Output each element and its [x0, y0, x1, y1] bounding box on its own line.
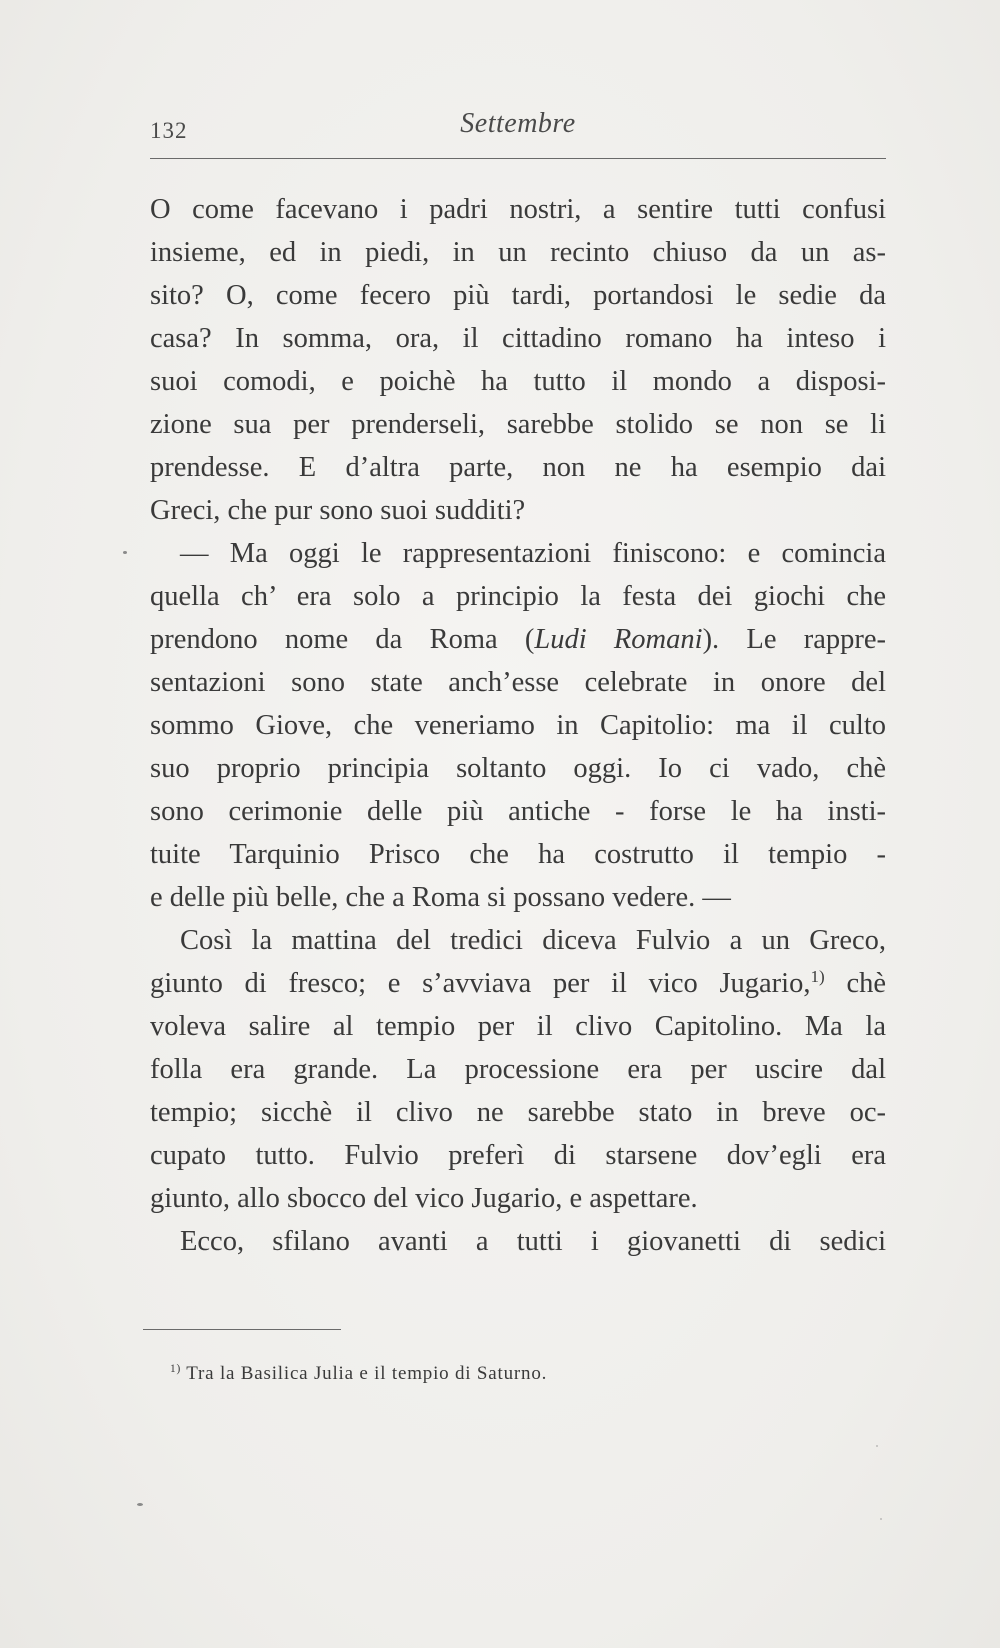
body-line: sono cerimonie delle più antiche - forse le ha insti-: [150, 796, 886, 827]
body-line: casa? In somma, ora, il cittadino romano ha inteso i: [150, 323, 886, 354]
running-title: Settembre: [460, 108, 576, 139]
page-number: 132: [150, 118, 188, 143]
body-line: O come facevano i padri nostri, a sentire tutti confusi: [150, 194, 886, 225]
paper-speck: [880, 1518, 882, 1520]
body-line: tuite Tarquinio Prisco che ha costrutto il tempio -: [150, 839, 886, 870]
body-line: voleva salire al tempio per il clivo Capitolino. Ma la: [150, 1011, 886, 1042]
body-line: giunto, allo sbocco del vico Jugario, e aspettare.: [150, 1183, 698, 1214]
paper-speck: [137, 1503, 143, 1506]
text-segment: giunto di fresco; e s’avviava per il vico Jugario,: [150, 968, 811, 999]
body-line: e delle più belle, che a Roma si possano vedere. —: [150, 882, 731, 913]
body-line-footnote-ref: [150, 966, 886, 999]
body-line: zione sua per prenderseli, sarebbe stolido se non se li: [150, 409, 886, 440]
body-line: Così la mattina del tredici diceva Fulvio a un Greco,: [180, 925, 886, 956]
header-rule: [150, 158, 886, 159]
body-line: Ecco, sfilano avanti a tutti i giovanetti di sedici: [180, 1226, 886, 1257]
footnote-marker: 1): [170, 1363, 182, 1376]
paper-speck: [123, 551, 127, 554]
body-line: sommo Giove, che veneriamo in Capitolio: ma il culto: [150, 710, 886, 741]
body-line: prendesse. E d’altra parte, non ne ha esempio dai: [150, 452, 886, 483]
running-head: [150, 108, 886, 148]
body-line: suo proprio principia soltanto oggi. Io ci vado, chè: [150, 753, 886, 784]
body-line: Greci, che pur sono suoi sudditi?: [150, 495, 526, 526]
body-line: tempio; sicchè il clivo ne sarebbe stato in breve oc-: [150, 1097, 886, 1128]
body-line: suoi comodi, e poichè ha tutto il mondo a disposi-: [150, 366, 886, 397]
italic-phrase: Ludi Romani: [534, 624, 703, 655]
body-line: sentazioni sono state anch’esse celebrate in onore del: [150, 667, 886, 698]
footnote-rule: [143, 1329, 341, 1330]
body-line-ludi-romani: [150, 626, 886, 655]
footnote-text: Tra la Basilica Julia e il tempio di Saturno.: [181, 1363, 548, 1384]
footnote: [170, 1363, 547, 1385]
body-line: quella ch’ era solo a principio la festa dei giochi che: [150, 581, 886, 612]
body-line: insieme, ed in piedi, in un recinto chiuso da un as-: [150, 237, 886, 268]
paper-speck: [876, 1445, 878, 1447]
body-line: cupato tutto. Fulvio preferì di starsene dov’egli era: [150, 1140, 886, 1171]
text-segment: ). Le rappre-: [702, 624, 886, 655]
footnote-reference: 1): [810, 966, 825, 986]
body-line: — Ma oggi le rappresentazioni finiscono: e comincia: [180, 538, 886, 569]
text-segment: prendono nome da Roma (: [150, 624, 535, 655]
text-segment: chè: [824, 968, 886, 999]
body-line: sito? O, come fecero più tardi, portandosi le sedie da: [150, 280, 886, 311]
body-line: folla era grande. La processione era per uscire dal: [150, 1054, 886, 1085]
